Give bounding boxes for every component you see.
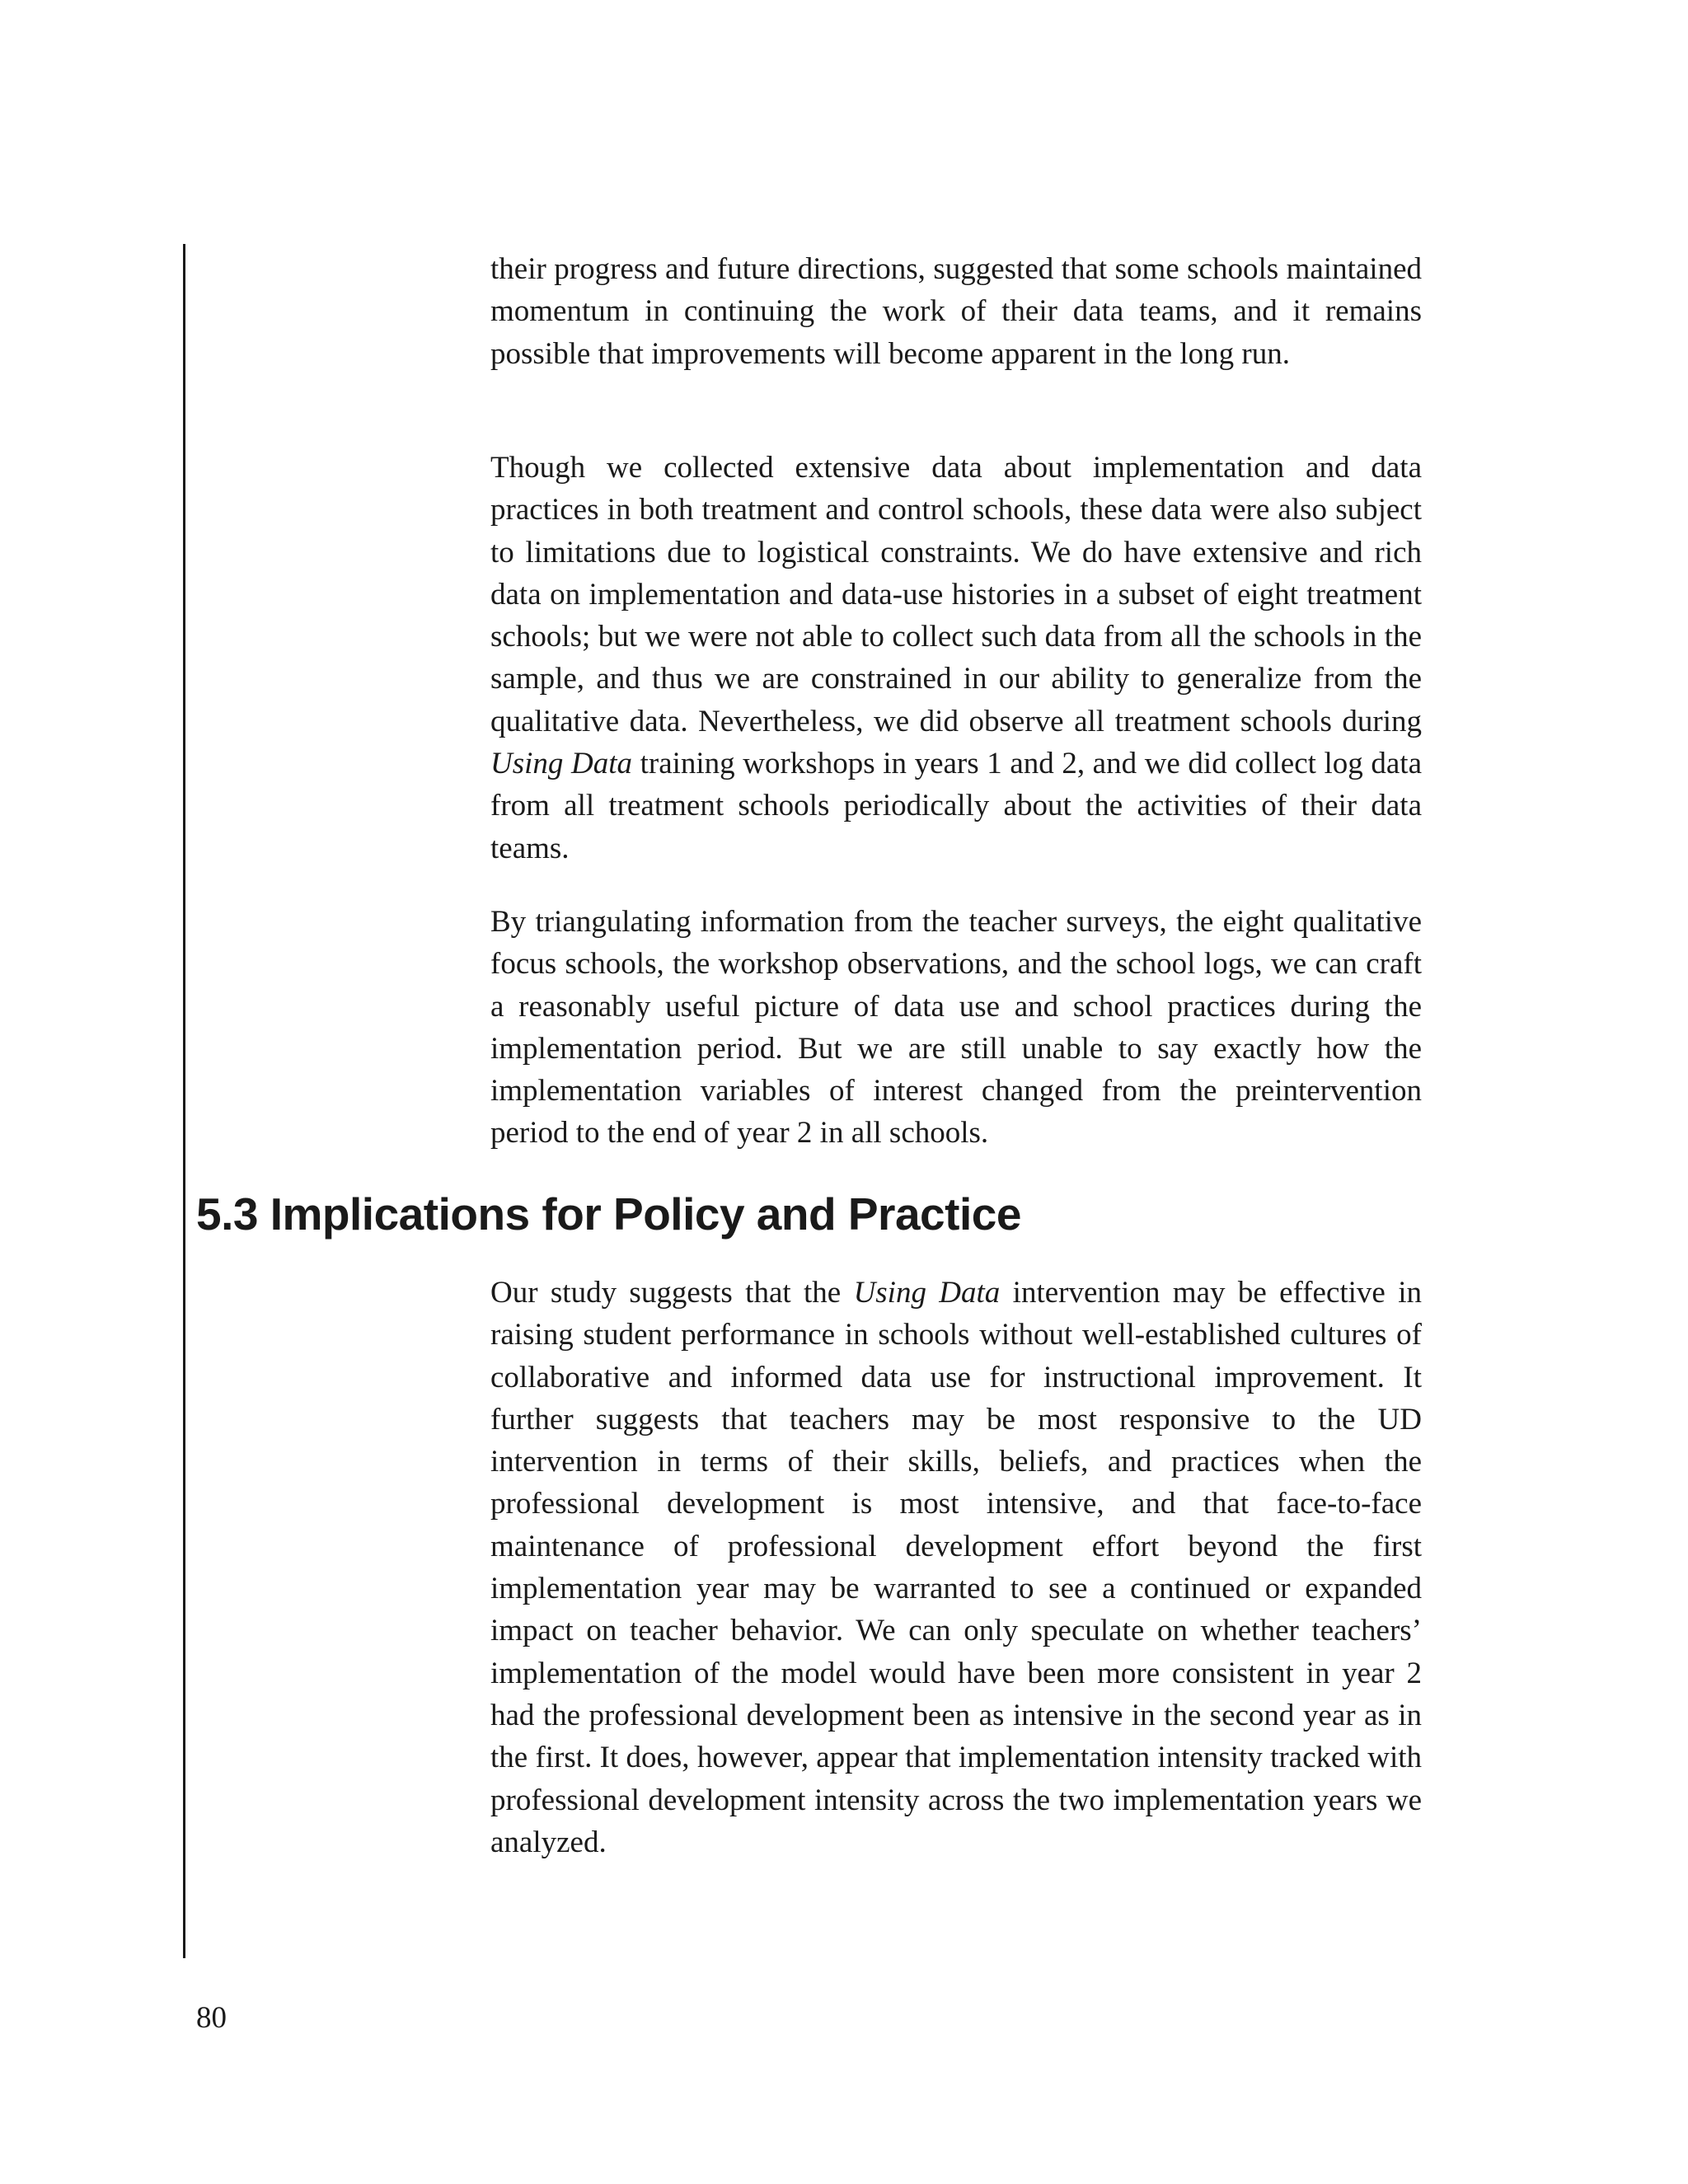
paragraph-continuation (490, 248, 1422, 375)
paragraph-4-italic-title: Using Data (853, 1276, 1001, 1310)
paragraph-3-text: By triangulating information from the teacher surveys, the eight qualitative focus schools, the workshop observations, and the school logs, we can craft a reasonably useful picture of data use and school practices during the implementation period. But we are still unable to say exactly how the implementation variables of interest changed from the preintervention period to the end of year 2 in all schools. (490, 905, 1422, 1151)
paragraph-2-part-1: Though we collected extensive data about implementation and data practices in both treatment and control schools, these data were also subject to limitations due to logistical constraints. We do have extensive and rich data on implementation and data-use histories in a subset of eight treatment schools; but we were not able to collect such data from all the schools in the sample, and thus we are constrained in our ability to generalize from the qualitative data. Nevertheless, we did observe all treatment schools during (490, 451, 1422, 738)
paragraph-1-text: their progress and future directions, suggested that some schools maintained momentum in continuing the work of their data teams, and it remains possible that improvements will become apparent in the long run. (490, 252, 1422, 371)
paragraph-implications (490, 1272, 1422, 1863)
page-number: 80 (196, 2001, 227, 2035)
paragraph-4-text (490, 1272, 1422, 1863)
paragraph-2-part-2: training workshops in years 1 and 2, and we did collect log data from all treatment schools periodically about the activities of their data teams. (490, 747, 1422, 865)
paragraph-2-text (490, 447, 1422, 869)
paragraph-2-italic-title: Using Data (490, 747, 632, 781)
paragraph-limitations (490, 447, 1422, 869)
margin-rule (183, 244, 185, 1958)
paragraph-4-part-2: intervention may be effective in raising student performance in schools without well-established cultures of collaborative and informed data use for instructional improvement. It further suggests that teachers may be most responsive to the UD intervention in terms of their skills, beliefs, and practices when the professional development is most intensive, and that face-to-face maintenance of professional development effort beyond the first implementation year may be warranted to see a continued or expanded impact on teacher behavior. We can only speculate on whether teachers’ implementation of the model would have been more consistent in year 2 had the professional development been as intensive in the second year as in the first. It does, however, appear that implementation intensity tracked with professional development intensity across the two implementation years we analyzed. (490, 1276, 1422, 1859)
paragraph-4-part-1: Our study suggests that the (490, 1276, 854, 1310)
section-heading: 5.3 Implications for Policy and Practice (196, 1188, 1021, 1240)
paragraph-triangulating (490, 901, 1422, 1155)
